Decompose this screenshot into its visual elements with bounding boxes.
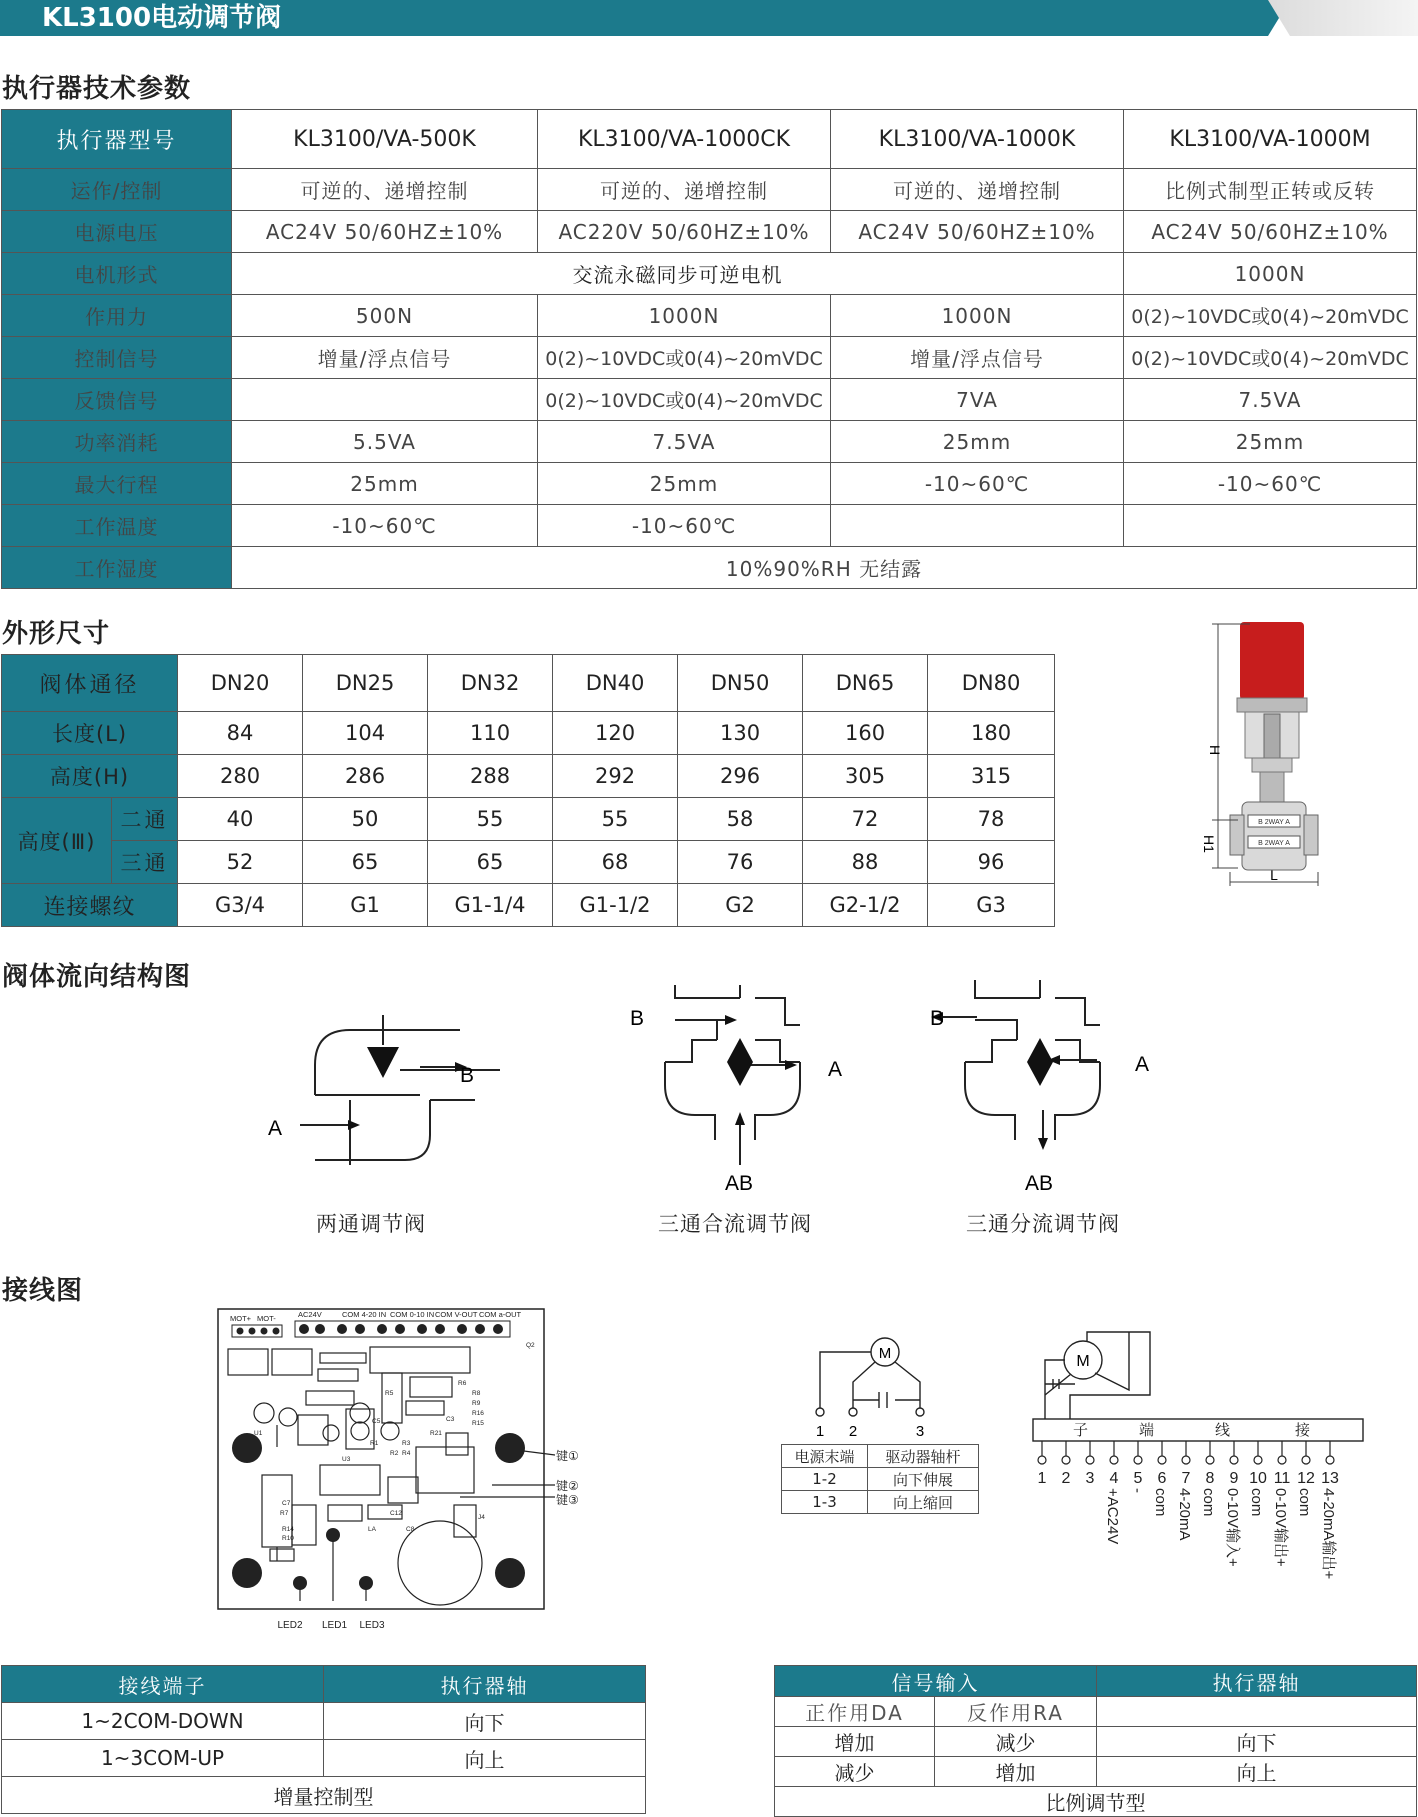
table-cell: KL3100/VA-1000K bbox=[831, 110, 1124, 169]
terminal-label: - bbox=[1129, 1488, 1146, 1493]
table-cell: 高度(Ⅲ) bbox=[2, 798, 112, 884]
table-cell: 0(2)~10VDC或0(4)~20mVDC bbox=[1124, 337, 1417, 379]
pcb-part-label: R9 bbox=[472, 1400, 481, 1407]
table-cell: KL3100/VA-500K bbox=[232, 110, 538, 169]
incremental-wiring-table bbox=[1, 1665, 646, 1814]
table-row bbox=[2, 884, 1055, 927]
terminal-label: com bbox=[1248, 1488, 1265, 1517]
table-cell bbox=[1097, 1697, 1417, 1727]
terminal-number: 1 bbox=[815, 1423, 825, 1440]
table-row bbox=[782, 1468, 979, 1491]
banner-decoration bbox=[1268, 0, 1418, 36]
table-cell: 104 bbox=[303, 712, 428, 755]
table-cell: 减少 bbox=[775, 1757, 935, 1787]
key-label: 键② bbox=[556, 1479, 579, 1493]
table-row bbox=[2, 798, 1055, 841]
table-cell: 阀体通径 bbox=[2, 655, 178, 712]
table-cell: 288 bbox=[428, 755, 553, 798]
section-title-wiring: 接线图 bbox=[2, 1276, 84, 1306]
table-cell: 增量控制型 bbox=[2, 1777, 646, 1814]
flow-mix-left: B bbox=[630, 1007, 645, 1030]
table-cell: 1000N bbox=[831, 295, 1124, 337]
pcb-part-label: Q2 bbox=[526, 1342, 535, 1349]
table-row bbox=[2, 379, 1417, 421]
terminal-number: 12 bbox=[1297, 1470, 1315, 1487]
table-cell: 0(2)~10VDC或0(4)~20mVDC bbox=[538, 379, 831, 421]
table-cell: 比例调节型 bbox=[775, 1787, 1417, 1817]
table-cell: 110 bbox=[428, 712, 553, 755]
pcb-part-label: R14 bbox=[282, 1526, 294, 1533]
table-cell: 58 bbox=[678, 798, 803, 841]
pcb-part-label: J4 bbox=[478, 1514, 485, 1521]
table-cell: 功率消耗 bbox=[2, 421, 232, 463]
table-row bbox=[2, 655, 1055, 712]
table-cell: 180 bbox=[928, 712, 1055, 755]
flow-divert-left: B bbox=[930, 1007, 945, 1030]
pcb-label: MOT- bbox=[257, 1314, 276, 1323]
table-cell: 增加 bbox=[935, 1757, 1097, 1787]
table-cell: 增量/浮点信号 bbox=[831, 337, 1124, 379]
table-cell: 0(2)~10VDC或0(4)~20mVDC bbox=[1124, 295, 1417, 337]
pcb-label: COM 0-10 IN bbox=[390, 1310, 435, 1319]
flow-mix-bottom: AB bbox=[725, 1172, 754, 1195]
flow-divert-bottom: AB bbox=[1025, 1172, 1054, 1195]
table-row bbox=[2, 169, 1417, 211]
table-cell: 反馈信号 bbox=[2, 379, 232, 421]
table-cell: 向下 bbox=[324, 1703, 646, 1740]
table-row bbox=[2, 1666, 646, 1703]
table-cell: 1~2COM-DOWN bbox=[2, 1703, 324, 1740]
table-cell: 40 bbox=[178, 798, 303, 841]
table-cell: 25mm bbox=[831, 421, 1124, 463]
table-row bbox=[2, 712, 1055, 755]
table-cell: 接线端子 bbox=[2, 1666, 324, 1703]
table-cell: 7VA bbox=[831, 379, 1124, 421]
table-row bbox=[782, 1491, 979, 1514]
pcb-label: AC24V bbox=[298, 1310, 322, 1319]
page-title: KL3100电动调节阀 bbox=[42, 3, 282, 33]
table-cell: 二通 bbox=[112, 798, 178, 841]
table-cell bbox=[1124, 505, 1417, 547]
table-cell: 96 bbox=[928, 841, 1055, 884]
strip-char: 子 bbox=[1073, 1422, 1089, 1439]
pcb-part-label: R16 bbox=[472, 1410, 484, 1417]
terminal-label: 4-20mA输出+ bbox=[1320, 1488, 1337, 1580]
table-cell: 向下 bbox=[1097, 1727, 1417, 1757]
terminal-label: 0-10V输出+ bbox=[1272, 1488, 1289, 1567]
terminal-label: com bbox=[1152, 1488, 1169, 1517]
pcb-label: MOT+ bbox=[230, 1314, 252, 1323]
table-row bbox=[2, 253, 1417, 295]
strip-char: 接 bbox=[1295, 1422, 1311, 1439]
table-row bbox=[2, 841, 1055, 884]
terminal-label: com bbox=[1200, 1488, 1217, 1517]
key-label: 键③ bbox=[556, 1493, 579, 1507]
table-cell: 305 bbox=[803, 755, 928, 798]
table-cell: 5.5VA bbox=[232, 421, 538, 463]
pcb-part-label: R6 bbox=[458, 1380, 467, 1387]
table-cell: 正作用DA bbox=[775, 1697, 935, 1727]
valve-plate-bottom: B 2WAY A bbox=[1258, 840, 1290, 847]
valve-plug-icon bbox=[367, 1047, 399, 1078]
led-label: LED1 bbox=[322, 1620, 348, 1631]
terminal-number: 2 bbox=[1061, 1470, 1071, 1487]
table-cell: AC220V 50/60HZ±10% bbox=[538, 211, 831, 253]
spec-table bbox=[1, 109, 1417, 589]
table-row bbox=[2, 547, 1417, 589]
table-cell: 可逆的、递增控制 bbox=[232, 169, 538, 211]
table-cell: 286 bbox=[303, 755, 428, 798]
terminal-label: 4-20mA bbox=[1176, 1488, 1193, 1541]
pcb-part-label: LA bbox=[368, 1526, 376, 1533]
terminal-number: 1 bbox=[1037, 1470, 1047, 1487]
caption-two-way: 两通调节阀 bbox=[316, 1212, 426, 1236]
table-row bbox=[2, 1740, 646, 1777]
terminal-label: +AC24V bbox=[1104, 1488, 1121, 1545]
table-cell: DN20 bbox=[178, 655, 303, 712]
pcb-label: COM a-OUT bbox=[479, 1310, 522, 1319]
flow-two-way-in: A bbox=[268, 1117, 283, 1140]
table-cell: 高度(H) bbox=[2, 755, 178, 798]
table-cell: G1 bbox=[303, 884, 428, 927]
table-cell: AC24V 50/60HZ±10% bbox=[831, 211, 1124, 253]
pcb-part-label: C3 bbox=[446, 1416, 455, 1423]
section-title-specs: 执行器技术参数 bbox=[2, 74, 192, 104]
table-cell: G2-1/2 bbox=[803, 884, 928, 927]
terminal-label: 0-10V输入+ bbox=[1224, 1488, 1241, 1567]
table-row bbox=[775, 1727, 1417, 1757]
dimension-l-label: L bbox=[1270, 867, 1278, 883]
table-cell: G1-1/4 bbox=[428, 884, 553, 927]
table-cell: 驱动器轴杆 bbox=[868, 1445, 979, 1468]
motor-wiring-diagram bbox=[775, 1318, 995, 1440]
motor-symbol: M bbox=[878, 1345, 892, 1362]
pcb-part-label: R8 bbox=[472, 1390, 481, 1397]
table-cell: 电源末端 bbox=[782, 1445, 868, 1468]
pcb-part-label: R1 bbox=[370, 1440, 379, 1447]
table-cell: 1-3 bbox=[782, 1491, 868, 1514]
pcb-part-label: R21 bbox=[430, 1430, 442, 1437]
table-row bbox=[2, 110, 1417, 169]
flow-divert-right: A bbox=[1135, 1053, 1150, 1076]
key-label: 键① bbox=[556, 1449, 579, 1463]
pcb-part-label: R15 bbox=[472, 1420, 484, 1427]
table-cell: -10~60℃ bbox=[538, 505, 831, 547]
valve-plate-top: B 2WAY A bbox=[1258, 819, 1290, 826]
valve-plug-icon bbox=[727, 1038, 753, 1086]
valve-body bbox=[1230, 802, 1318, 870]
pcb-part-label: R2 bbox=[390, 1450, 399, 1457]
table-cell: 向下伸展 bbox=[868, 1468, 979, 1491]
table-cell: DN80 bbox=[928, 655, 1055, 712]
table-row bbox=[2, 463, 1417, 505]
terminal-number: 3 bbox=[1085, 1470, 1095, 1487]
table-cell: 减少 bbox=[935, 1727, 1097, 1757]
table-cell: DN40 bbox=[553, 655, 678, 712]
table-cell bbox=[232, 379, 538, 421]
table-cell: -10~60℃ bbox=[232, 505, 538, 547]
table-cell: 160 bbox=[803, 712, 928, 755]
table-cell: 55 bbox=[553, 798, 678, 841]
table-row bbox=[775, 1757, 1417, 1787]
table-cell: 65 bbox=[303, 841, 428, 884]
table-cell: 130 bbox=[678, 712, 803, 755]
section-title-dimensions: 外形尺寸 bbox=[2, 619, 111, 649]
table-cell: 76 bbox=[678, 841, 803, 884]
flow-two-way-out: B bbox=[460, 1064, 475, 1087]
table-row bbox=[2, 211, 1417, 253]
table-cell: -10~60℃ bbox=[1124, 463, 1417, 505]
table-cell: 25mm bbox=[232, 463, 538, 505]
table-cell: 25mm bbox=[1124, 421, 1417, 463]
terminal-number: 5 bbox=[1133, 1470, 1143, 1487]
flow-diagram-divert bbox=[925, 980, 1155, 1200]
table-row bbox=[2, 755, 1055, 798]
terminal-number: 8 bbox=[1205, 1470, 1215, 1487]
table-cell: 65 bbox=[428, 841, 553, 884]
table-cell: 120 bbox=[553, 712, 678, 755]
terminal-number: 6 bbox=[1157, 1470, 1167, 1487]
table-cell: 执行器轴 bbox=[324, 1666, 646, 1703]
dimension-table bbox=[1, 654, 1055, 927]
table-cell: 500N bbox=[232, 295, 538, 337]
pcb-part-label: C12 bbox=[390, 1510, 402, 1517]
table-cell: -10~60℃ bbox=[831, 463, 1124, 505]
table-cell: 增加 bbox=[775, 1727, 935, 1757]
table-cell: DN65 bbox=[803, 655, 928, 712]
table-cell: 反作用RA bbox=[935, 1697, 1097, 1727]
flow-diagram-mix bbox=[625, 980, 855, 1200]
terminal-number: 7 bbox=[1181, 1470, 1191, 1487]
table-cell: 1~3COM-UP bbox=[2, 1740, 324, 1777]
table-cell: 最大行程 bbox=[2, 463, 232, 505]
pcb-part-label: R4 bbox=[402, 1450, 411, 1457]
terminal-number: 11 bbox=[1273, 1470, 1291, 1487]
table-cell: 315 bbox=[928, 755, 1055, 798]
pcb-label: COM V-OUT bbox=[435, 1310, 478, 1319]
table-cell: 向上 bbox=[1097, 1757, 1417, 1787]
motor-symbol: M bbox=[1076, 1353, 1090, 1370]
table-cell: 执行器轴 bbox=[1097, 1666, 1417, 1697]
terminal-strip-diagram bbox=[1025, 1320, 1375, 1605]
table-cell: 1000N bbox=[538, 295, 831, 337]
pcb-part-label: R10 bbox=[282, 1535, 294, 1542]
table-cell: 55 bbox=[428, 798, 553, 841]
table-cell: KL3100/VA-1000CK bbox=[538, 110, 831, 169]
table-cell bbox=[831, 505, 1124, 547]
table-cell: 长度(L) bbox=[2, 712, 178, 755]
table-cell: G3/4 bbox=[178, 884, 303, 927]
terminal-number: 13 bbox=[1321, 1470, 1339, 1487]
table-cell: 7.5VA bbox=[1124, 379, 1417, 421]
table-cell: 7.5VA bbox=[538, 421, 831, 463]
table-cell: 292 bbox=[553, 755, 678, 798]
table-cell: 88 bbox=[803, 841, 928, 884]
pcb-part-label: U3 bbox=[342, 1456, 351, 1463]
terminal-number: 3 bbox=[915, 1423, 925, 1440]
table-cell: 25mm bbox=[538, 463, 831, 505]
table-cell: G3 bbox=[928, 884, 1055, 927]
flow-diagram-two-way bbox=[260, 1005, 510, 1175]
table-cell: 增量/浮点信号 bbox=[232, 337, 538, 379]
pcb-part-label: C8 bbox=[406, 1526, 415, 1533]
table-cell: AC24V 50/60HZ±10% bbox=[232, 211, 538, 253]
table-cell: 296 bbox=[678, 755, 803, 798]
table-cell: AC24V 50/60HZ±10% bbox=[1124, 211, 1417, 253]
dimension-h1-label: H1 bbox=[1201, 835, 1217, 853]
table-cell: 10%90%RH 无结露 bbox=[232, 547, 1417, 589]
table-cell: 280 bbox=[178, 755, 303, 798]
flow-mix-right: A bbox=[828, 1058, 843, 1081]
table-row bbox=[775, 1697, 1417, 1727]
pcb-part-label: R3 bbox=[402, 1440, 411, 1447]
valve-drawing bbox=[1190, 610, 1340, 950]
caption-divert: 三通分流调节阀 bbox=[966, 1212, 1120, 1236]
pcb-part-label: U1 bbox=[254, 1430, 263, 1437]
table-cell: 68 bbox=[553, 841, 678, 884]
table-cell: 交流永磁同步可逆电机 bbox=[232, 253, 1124, 295]
terminal-number: 2 bbox=[848, 1423, 858, 1440]
table-cell: 三通 bbox=[112, 841, 178, 884]
table-cell: KL3100/VA-1000M bbox=[1124, 110, 1417, 169]
table-cell: 比例式制型正转或反转 bbox=[1124, 169, 1417, 211]
table-row bbox=[775, 1787, 1417, 1817]
pcb-part-label: C7 bbox=[282, 1500, 291, 1507]
table-cell: 1-2 bbox=[782, 1468, 868, 1491]
table-row bbox=[782, 1445, 979, 1468]
table-cell: 可逆的、递增控制 bbox=[538, 169, 831, 211]
pcb-label: COM 4-20 IN bbox=[342, 1310, 387, 1319]
table-row bbox=[2, 295, 1417, 337]
table-cell: 执行器型号 bbox=[2, 110, 232, 169]
table-cell: G1-1/2 bbox=[553, 884, 678, 927]
table-cell: 向上 bbox=[324, 1740, 646, 1777]
terminal-number: 4 bbox=[1109, 1470, 1119, 1487]
table-cell: 电机形式 bbox=[2, 253, 232, 295]
table-row bbox=[2, 1777, 646, 1814]
table-cell: 1000N bbox=[1124, 253, 1417, 295]
table-cell: 控制信号 bbox=[2, 337, 232, 379]
table-cell: 连接螺纹 bbox=[2, 884, 178, 927]
table-cell: 工作温度 bbox=[2, 505, 232, 547]
table-cell: 向上缩回 bbox=[868, 1491, 979, 1514]
table-cell: 作用力 bbox=[2, 295, 232, 337]
pcb-part-label: C5 bbox=[372, 1418, 381, 1425]
motor-direction-table bbox=[781, 1444, 979, 1514]
dimension-h-label: H bbox=[1207, 744, 1223, 756]
table-cell: DN50 bbox=[678, 655, 803, 712]
pcb-part-label: R7 bbox=[280, 1510, 289, 1517]
section-title-flow: 阀体流向结构图 bbox=[2, 962, 192, 992]
table-cell: 72 bbox=[803, 798, 928, 841]
table-cell: 84 bbox=[178, 712, 303, 755]
led-label: LED2 bbox=[277, 1620, 303, 1631]
table-cell: 可逆的、递增控制 bbox=[831, 169, 1124, 211]
terminal-number: 10 bbox=[1249, 1470, 1267, 1487]
actuator-body bbox=[1237, 622, 1307, 802]
valve-plug-icon bbox=[1027, 1038, 1053, 1086]
table-cell: 50 bbox=[303, 798, 428, 841]
caption-mix: 三通合流调节阀 bbox=[658, 1212, 812, 1236]
terminal-label: com bbox=[1296, 1488, 1313, 1517]
table-cell: 78 bbox=[928, 798, 1055, 841]
terminal-number: 9 bbox=[1229, 1470, 1239, 1487]
pcb-part-label: R5 bbox=[385, 1390, 394, 1397]
pcb-diagram bbox=[210, 1305, 590, 1635]
table-cell: 52 bbox=[178, 841, 303, 884]
strip-char: 端 bbox=[1139, 1422, 1155, 1439]
table-cell: DN32 bbox=[428, 655, 553, 712]
table-cell: 0(2)~10VDC或0(4)~20mVDC bbox=[538, 337, 831, 379]
table-row bbox=[2, 1703, 646, 1740]
table-cell: DN25 bbox=[303, 655, 428, 712]
proportional-wiring-table bbox=[774, 1665, 1417, 1817]
table-row bbox=[775, 1666, 1417, 1697]
table-row bbox=[2, 337, 1417, 379]
table-cell: 信号输入 bbox=[775, 1666, 1097, 1697]
table-row bbox=[2, 421, 1417, 463]
table-row bbox=[2, 505, 1417, 547]
led-label: LED3 bbox=[359, 1620, 385, 1631]
table-cell: 运作/控制 bbox=[2, 169, 232, 211]
table-cell: 工作湿度 bbox=[2, 547, 232, 589]
table-cell: G2 bbox=[678, 884, 803, 927]
table-cell: 电源电压 bbox=[2, 211, 232, 253]
strip-char: 线 bbox=[1215, 1422, 1231, 1439]
